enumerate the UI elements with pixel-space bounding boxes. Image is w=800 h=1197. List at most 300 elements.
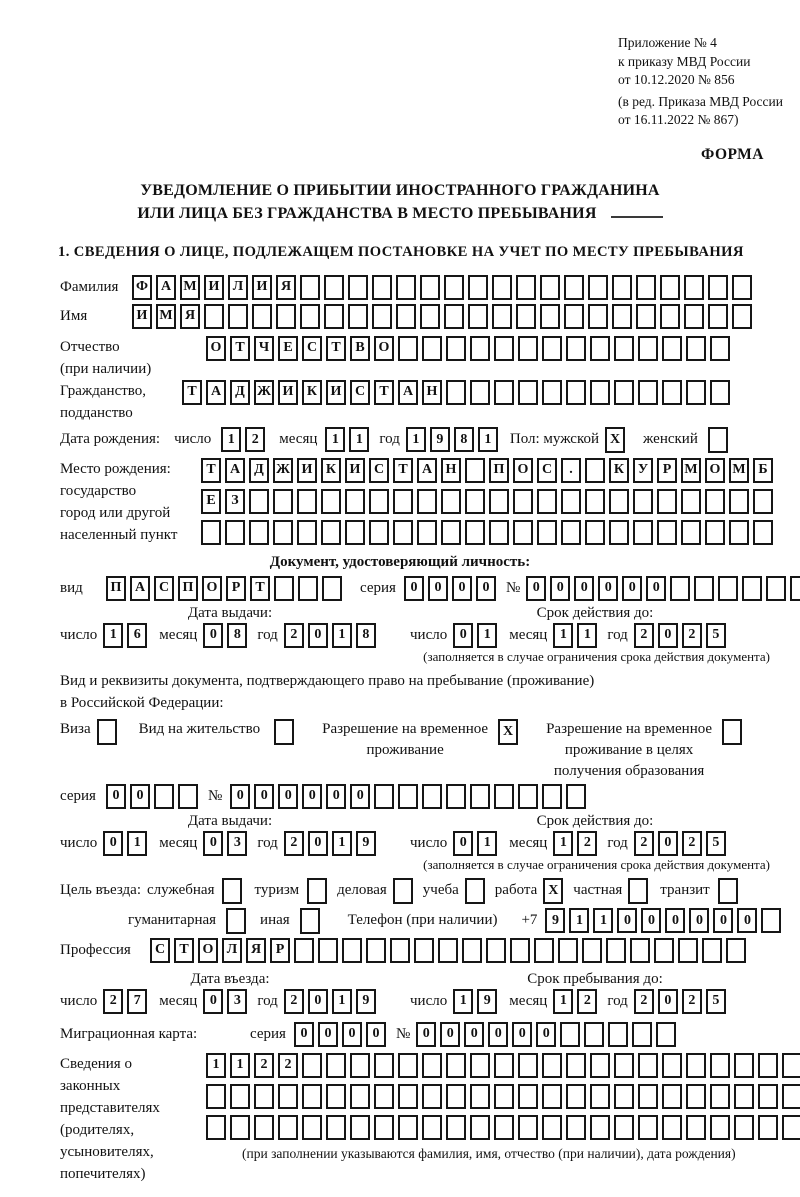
char-box[interactable] xyxy=(638,1084,658,1109)
char-box[interactable] xyxy=(470,336,490,361)
migcard-series-cells[interactable] xyxy=(294,1022,390,1047)
char-box[interactable] xyxy=(374,1115,394,1140)
char-box[interactable]: Б xyxy=(753,458,773,483)
char-box[interactable]: И xyxy=(278,380,298,405)
char-box[interactable] xyxy=(705,489,725,514)
char-box[interactable] xyxy=(446,380,466,405)
char-box[interactable] xyxy=(590,1053,610,1078)
char-box[interactable] xyxy=(494,380,514,405)
char-box[interactable]: 6 xyxy=(127,623,147,648)
char-box[interactable] xyxy=(686,1115,706,1140)
char-box[interactable]: О xyxy=(198,938,218,963)
char-box[interactable] xyxy=(516,275,536,300)
char-box[interactable] xyxy=(374,784,394,809)
char-box[interactable] xyxy=(609,489,629,514)
char-box[interactable] xyxy=(686,1053,706,1078)
iddoc-exp-month-cells[interactable] xyxy=(553,623,601,648)
char-box[interactable] xyxy=(753,489,773,514)
char-box[interactable] xyxy=(322,576,342,601)
char-box[interactable]: М xyxy=(729,458,749,483)
profession-cells[interactable] xyxy=(150,938,750,963)
char-box[interactable] xyxy=(734,1053,754,1078)
char-box[interactable] xyxy=(422,1053,442,1078)
char-box[interactable] xyxy=(201,520,221,545)
char-box[interactable] xyxy=(566,784,586,809)
char-box[interactable] xyxy=(326,1084,346,1109)
char-box[interactable]: Ж xyxy=(273,458,293,483)
char-box[interactable]: Р xyxy=(270,938,290,963)
char-box[interactable] xyxy=(518,380,538,405)
char-box[interactable] xyxy=(465,489,485,514)
char-box[interactable] xyxy=(537,520,557,545)
purpose-tourism-checkbox[interactable] xyxy=(307,878,331,904)
char-box[interactable]: 0 xyxy=(617,908,637,933)
char-box[interactable] xyxy=(297,520,317,545)
char-box[interactable]: З xyxy=(225,489,245,514)
char-box[interactable]: У xyxy=(633,458,653,483)
char-box[interactable] xyxy=(702,938,722,963)
char-box[interactable] xyxy=(782,1053,800,1078)
char-box[interactable] xyxy=(350,1053,370,1078)
char-box[interactable] xyxy=(249,489,269,514)
char-box[interactable] xyxy=(758,1053,778,1078)
stay-month-cells[interactable] xyxy=(553,989,601,1014)
char-box[interactable] xyxy=(489,520,509,545)
char-box[interactable]: 1 xyxy=(349,427,369,452)
temp-residence-edu-checkbox[interactable] xyxy=(722,719,746,745)
char-box[interactable] xyxy=(710,1053,730,1078)
char-box[interactable] xyxy=(542,784,562,809)
char-box[interactable] xyxy=(566,380,586,405)
char-box[interactable]: 1 xyxy=(332,989,352,1014)
char-box[interactable]: 0 xyxy=(203,623,223,648)
citizenship-cells[interactable] xyxy=(182,380,734,405)
char-box[interactable] xyxy=(422,1115,442,1140)
char-box[interactable] xyxy=(420,304,440,329)
char-box[interactable] xyxy=(708,304,728,329)
entry-month-cells[interactable] xyxy=(203,989,251,1014)
char-box[interactable] xyxy=(542,336,562,361)
char-box[interactable]: Е xyxy=(201,489,221,514)
char-box[interactable]: 1 xyxy=(221,427,241,452)
char-box[interactable] xyxy=(660,304,680,329)
char-box[interactable] xyxy=(252,304,272,329)
char-box[interactable]: 5 xyxy=(706,623,726,648)
char-box[interactable]: 0 xyxy=(404,576,424,601)
char-box[interactable] xyxy=(374,1053,394,1078)
char-box[interactable] xyxy=(518,784,538,809)
char-box[interactable] xyxy=(614,1053,634,1078)
char-box[interactable] xyxy=(422,784,442,809)
char-box[interactable] xyxy=(228,304,248,329)
char-box[interactable] xyxy=(590,336,610,361)
char-box[interactable] xyxy=(678,938,698,963)
char-box[interactable] xyxy=(566,336,586,361)
char-box[interactable]: О xyxy=(374,336,394,361)
char-box[interactable] xyxy=(321,520,341,545)
char-box[interactable] xyxy=(510,938,530,963)
char-box[interactable]: . xyxy=(561,458,581,483)
char-box[interactable]: 0 xyxy=(302,784,322,809)
char-box[interactable] xyxy=(681,520,701,545)
char-box[interactable] xyxy=(729,489,749,514)
char-box[interactable]: 0 xyxy=(308,831,328,856)
iddoc-exp-year-cells[interactable] xyxy=(634,623,730,648)
char-box[interactable] xyxy=(178,784,198,809)
char-box[interactable] xyxy=(278,1084,298,1109)
char-box[interactable] xyxy=(566,1115,586,1140)
birth-month-cells[interactable] xyxy=(325,427,373,452)
char-box[interactable]: П xyxy=(178,576,198,601)
char-box[interactable] xyxy=(566,1084,586,1109)
iddoc-issue-month-cells[interactable] xyxy=(203,623,251,648)
char-box[interactable] xyxy=(708,427,728,453)
char-box[interactable] xyxy=(718,878,738,904)
char-box[interactable]: 0 xyxy=(713,908,733,933)
char-box[interactable] xyxy=(654,938,674,963)
char-box[interactable] xyxy=(417,489,437,514)
char-box[interactable] xyxy=(393,520,413,545)
char-box[interactable]: А xyxy=(417,458,437,483)
char-box[interactable] xyxy=(249,520,269,545)
char-box[interactable] xyxy=(470,784,490,809)
char-box[interactable]: X xyxy=(543,878,563,904)
char-box[interactable]: 0 xyxy=(350,784,370,809)
rvp-issue-month-cells[interactable] xyxy=(203,831,251,856)
char-box[interactable]: И xyxy=(204,275,224,300)
char-box[interactable] xyxy=(97,719,117,745)
char-box[interactable]: 0 xyxy=(294,1022,314,1047)
stay-year-cells[interactable] xyxy=(634,989,730,1014)
char-box[interactable]: 0 xyxy=(308,989,328,1014)
char-box[interactable]: 0 xyxy=(488,1022,508,1047)
char-box[interactable] xyxy=(632,1022,652,1047)
char-box[interactable]: 0 xyxy=(550,576,570,601)
char-box[interactable] xyxy=(300,275,320,300)
char-box[interactable]: 0 xyxy=(318,1022,338,1047)
char-box[interactable] xyxy=(542,380,562,405)
char-box[interactable]: И xyxy=(326,380,346,405)
char-box[interactable] xyxy=(710,380,730,405)
char-box[interactable]: 0 xyxy=(658,831,678,856)
char-box[interactable] xyxy=(273,489,293,514)
char-box[interactable] xyxy=(494,1053,514,1078)
char-box[interactable]: 1 xyxy=(477,831,497,856)
char-box[interactable] xyxy=(566,1053,586,1078)
char-box[interactable] xyxy=(444,304,464,329)
char-box[interactable] xyxy=(254,1084,274,1109)
char-box[interactable] xyxy=(468,304,488,329)
surname-cells[interactable] xyxy=(132,275,756,300)
char-box[interactable] xyxy=(609,520,629,545)
char-box[interactable] xyxy=(606,938,626,963)
char-box[interactable]: Е xyxy=(278,336,298,361)
char-box[interactable] xyxy=(307,878,327,904)
char-box[interactable]: Ж xyxy=(254,380,274,405)
char-box[interactable]: И xyxy=(252,275,272,300)
char-box[interactable]: 0 xyxy=(512,1022,532,1047)
char-box[interactable]: 0 xyxy=(326,784,346,809)
char-box[interactable] xyxy=(612,304,632,329)
char-box[interactable]: 2 xyxy=(682,989,702,1014)
char-box[interactable] xyxy=(662,336,682,361)
char-box[interactable] xyxy=(534,938,554,963)
char-box[interactable]: Д xyxy=(230,380,250,405)
char-box[interactable]: 2 xyxy=(577,989,597,1014)
entry-year-cells[interactable] xyxy=(284,989,380,1014)
char-box[interactable] xyxy=(518,1115,538,1140)
temp-residence-checkbox[interactable] xyxy=(498,719,522,745)
char-box[interactable]: 2 xyxy=(634,831,654,856)
char-box[interactable]: 1 xyxy=(230,1053,250,1078)
char-box[interactable]: 0 xyxy=(476,576,496,601)
char-box[interactable]: К xyxy=(321,458,341,483)
char-box[interactable]: Т xyxy=(393,458,413,483)
char-box[interactable]: 0 xyxy=(453,623,473,648)
char-box[interactable]: 0 xyxy=(646,576,666,601)
char-box[interactable] xyxy=(662,1115,682,1140)
char-box[interactable]: 0 xyxy=(254,784,274,809)
birthplace-row2-cells[interactable] xyxy=(201,489,777,514)
char-box[interactable]: О xyxy=(206,336,226,361)
char-box[interactable] xyxy=(561,489,581,514)
char-box[interactable]: Р xyxy=(226,576,246,601)
char-box[interactable] xyxy=(590,1084,610,1109)
char-box[interactable] xyxy=(326,1115,346,1140)
char-box[interactable]: 3 xyxy=(227,989,247,1014)
char-box[interactable]: 0 xyxy=(536,1022,556,1047)
char-box[interactable]: П xyxy=(489,458,509,483)
char-box[interactable] xyxy=(393,878,413,904)
char-box[interactable]: 2 xyxy=(577,831,597,856)
char-box[interactable] xyxy=(324,304,344,329)
char-box[interactable]: 0 xyxy=(574,576,594,601)
rvp-number-cells[interactable] xyxy=(230,784,590,809)
char-box[interactable] xyxy=(588,304,608,329)
char-box[interactable]: 1 xyxy=(332,831,352,856)
purpose-study-checkbox[interactable] xyxy=(465,878,489,904)
char-box[interactable] xyxy=(686,380,706,405)
char-box[interactable]: 1 xyxy=(406,427,426,452)
char-box[interactable]: 0 xyxy=(308,623,328,648)
char-box[interactable] xyxy=(766,576,786,601)
rvp-issue-day-cells[interactable] xyxy=(103,831,151,856)
char-box[interactable] xyxy=(684,304,704,329)
char-box[interactable]: 8 xyxy=(227,623,247,648)
char-box[interactable]: 0 xyxy=(342,1022,362,1047)
char-box[interactable] xyxy=(705,520,725,545)
char-box[interactable] xyxy=(446,1084,466,1109)
char-box[interactable] xyxy=(321,489,341,514)
char-box[interactable] xyxy=(398,1115,418,1140)
char-box[interactable]: 0 xyxy=(230,784,250,809)
char-box[interactable] xyxy=(300,908,320,934)
char-box[interactable] xyxy=(446,1053,466,1078)
visa-checkbox[interactable] xyxy=(97,719,121,745)
char-box[interactable]: 1 xyxy=(103,623,123,648)
char-box[interactable] xyxy=(542,1084,562,1109)
char-box[interactable]: 0 xyxy=(103,831,123,856)
char-box[interactable]: Т xyxy=(182,380,202,405)
char-box[interactable] xyxy=(542,1053,562,1078)
char-box[interactable] xyxy=(734,1084,754,1109)
char-box[interactable]: Ч xyxy=(254,336,274,361)
char-box[interactable]: А xyxy=(225,458,245,483)
char-box[interactable] xyxy=(300,304,320,329)
char-box[interactable] xyxy=(585,489,605,514)
char-box[interactable]: А xyxy=(156,275,176,300)
representatives-row1-cells[interactable] xyxy=(206,1053,800,1078)
char-box[interactable] xyxy=(518,1053,538,1078)
char-box[interactable]: 9 xyxy=(356,989,376,1014)
purpose-transit-checkbox[interactable] xyxy=(718,878,742,904)
char-box[interactable] xyxy=(558,938,578,963)
char-box[interactable] xyxy=(298,576,318,601)
char-box[interactable]: И xyxy=(345,458,365,483)
char-box[interactable]: Л xyxy=(222,938,242,963)
birthplace-row1-cells[interactable] xyxy=(201,458,777,483)
char-box[interactable]: 0 xyxy=(416,1022,436,1047)
char-box[interactable] xyxy=(708,275,728,300)
char-box[interactable] xyxy=(446,1115,466,1140)
purpose-work-checkbox[interactable] xyxy=(543,878,567,904)
char-box[interactable] xyxy=(636,304,656,329)
char-box[interactable]: 0 xyxy=(658,989,678,1014)
char-box[interactable] xyxy=(398,784,418,809)
char-box[interactable] xyxy=(470,1115,490,1140)
char-box[interactable]: 9 xyxy=(430,427,450,452)
char-box[interactable] xyxy=(489,489,509,514)
char-box[interactable] xyxy=(465,520,485,545)
char-box[interactable]: 0 xyxy=(428,576,448,601)
iddoc-exp-day-cells[interactable] xyxy=(453,623,501,648)
char-box[interactable] xyxy=(638,1053,658,1078)
char-box[interactable] xyxy=(585,458,605,483)
char-box[interactable] xyxy=(398,336,418,361)
char-box[interactable] xyxy=(560,1022,580,1047)
char-box[interactable]: О xyxy=(202,576,222,601)
doc-number-cells[interactable] xyxy=(526,576,800,601)
char-box[interactable] xyxy=(422,336,442,361)
purpose-official-checkbox[interactable] xyxy=(222,878,246,904)
char-box[interactable]: С xyxy=(369,458,389,483)
char-box[interactable]: 2 xyxy=(245,427,265,452)
char-box[interactable]: 0 xyxy=(737,908,757,933)
char-box[interactable]: 3 xyxy=(227,831,247,856)
char-box[interactable]: 0 xyxy=(526,576,546,601)
char-box[interactable] xyxy=(516,304,536,329)
char-box[interactable]: 2 xyxy=(682,831,702,856)
char-box[interactable] xyxy=(420,275,440,300)
char-box[interactable]: А xyxy=(206,380,226,405)
char-box[interactable] xyxy=(540,275,560,300)
char-box[interactable] xyxy=(302,1115,322,1140)
char-box[interactable]: М xyxy=(681,458,701,483)
char-box[interactable]: 0 xyxy=(278,784,298,809)
char-box[interactable]: Л xyxy=(228,275,248,300)
char-box[interactable] xyxy=(758,1084,778,1109)
char-box[interactable]: 0 xyxy=(366,1022,386,1047)
char-box[interactable] xyxy=(446,336,466,361)
birth-day-cells[interactable] xyxy=(221,427,269,452)
char-box[interactable]: Н xyxy=(422,380,442,405)
char-box[interactable]: 0 xyxy=(440,1022,460,1047)
char-box[interactable] xyxy=(782,1084,800,1109)
char-box[interactable] xyxy=(662,380,682,405)
char-box[interactable] xyxy=(278,1115,298,1140)
char-box[interactable] xyxy=(694,576,714,601)
char-box[interactable] xyxy=(761,908,781,933)
char-box[interactable]: 0 xyxy=(598,576,618,601)
char-box[interactable]: 0 xyxy=(452,576,472,601)
purpose-private-checkbox[interactable] xyxy=(628,878,652,904)
given-name-cells[interactable] xyxy=(132,304,756,329)
char-box[interactable] xyxy=(726,938,746,963)
char-box[interactable] xyxy=(494,784,514,809)
char-box[interactable]: Ф xyxy=(132,275,152,300)
char-box[interactable] xyxy=(348,304,368,329)
char-box[interactable] xyxy=(657,520,677,545)
char-box[interactable] xyxy=(396,304,416,329)
char-box[interactable]: 2 xyxy=(284,831,304,856)
char-box[interactable] xyxy=(732,275,752,300)
char-box[interactable]: П xyxy=(106,576,126,601)
rvp-exp-month-cells[interactable] xyxy=(553,831,601,856)
char-box[interactable] xyxy=(396,275,416,300)
rvp-exp-day-cells[interactable] xyxy=(453,831,501,856)
char-box[interactable] xyxy=(326,1053,346,1078)
char-box[interactable]: 0 xyxy=(689,908,709,933)
char-box[interactable] xyxy=(206,1115,226,1140)
char-box[interactable]: Т xyxy=(230,336,250,361)
char-box[interactable]: А xyxy=(130,576,150,601)
char-box[interactable] xyxy=(372,275,392,300)
char-box[interactable]: Т xyxy=(201,458,221,483)
char-box[interactable]: Д xyxy=(249,458,269,483)
char-box[interactable] xyxy=(230,1115,250,1140)
char-box[interactable]: 9 xyxy=(356,831,376,856)
char-box[interactable] xyxy=(438,938,458,963)
char-box[interactable] xyxy=(710,1115,730,1140)
char-box[interactable]: 1 xyxy=(577,623,597,648)
char-box[interactable] xyxy=(734,1115,754,1140)
birth-year-cells[interactable] xyxy=(406,427,502,452)
char-box[interactable]: 5 xyxy=(706,989,726,1014)
char-box[interactable] xyxy=(374,1084,394,1109)
char-box[interactable] xyxy=(492,304,512,329)
char-box[interactable]: М xyxy=(156,304,176,329)
char-box[interactable] xyxy=(561,520,581,545)
char-box[interactable] xyxy=(670,576,690,601)
char-box[interactable]: 9 xyxy=(477,989,497,1014)
char-box[interactable] xyxy=(294,938,314,963)
char-box[interactable] xyxy=(662,1084,682,1109)
char-box[interactable]: С xyxy=(537,458,557,483)
char-box[interactable] xyxy=(564,275,584,300)
char-box[interactable] xyxy=(345,489,365,514)
char-box[interactable] xyxy=(369,520,389,545)
char-box[interactable]: О xyxy=(705,458,725,483)
char-box[interactable]: 1 xyxy=(569,908,589,933)
char-box[interactable]: 1 xyxy=(478,427,498,452)
char-box[interactable] xyxy=(422,1084,442,1109)
char-box[interactable]: Я xyxy=(246,938,266,963)
char-box[interactable] xyxy=(588,275,608,300)
char-box[interactable] xyxy=(662,1053,682,1078)
char-box[interactable] xyxy=(636,275,656,300)
char-box[interactable] xyxy=(324,275,344,300)
char-box[interactable]: 2 xyxy=(278,1053,298,1078)
